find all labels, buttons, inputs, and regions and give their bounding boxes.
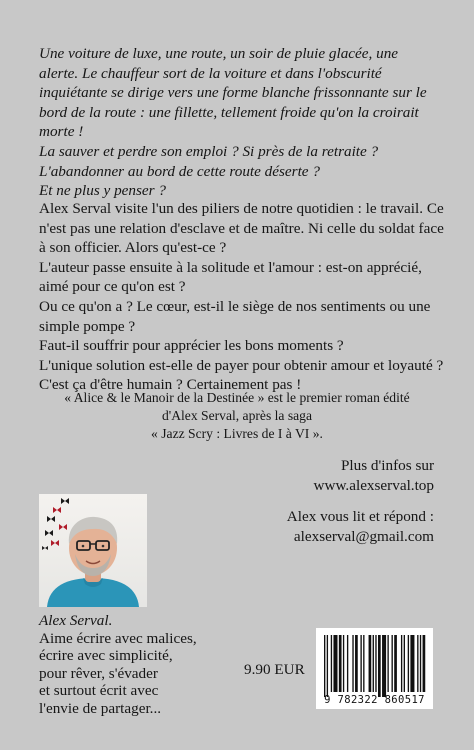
author-portrait-image — [39, 494, 147, 607]
barcode-bar — [392, 635, 393, 692]
barcode-bar — [327, 635, 328, 697]
blurb-paragraph: Une voiture de luxe, une route, un soir de pluie glacée, une alerte. Le chauffeur sort de la voiture et dans l'obscurité inquiétante se dirige vers une forme blanche frissonnante sur le bord de la route : une fillette, tellement froide qu'on la croirait morte ! — [39, 45, 427, 141]
barcode-bar — [423, 635, 426, 692]
barcode-bar — [404, 635, 405, 692]
barcode-bar — [420, 635, 421, 692]
description-paragraph: Faut-il souffrir pour apprécier les bons moments ? — [39, 337, 344, 355]
bio-line: et surtout écrit avec — [39, 682, 159, 700]
barcode-bar — [375, 635, 376, 692]
bio-line: l'envie de partager... — [39, 699, 162, 717]
first-novel-note — [30, 389, 444, 443]
barcode-bar — [401, 635, 402, 692]
barcode-bar — [408, 635, 409, 692]
first-novel-line: « Alice & le Manoir de la Destinée » est le premier roman édité — [64, 390, 410, 405]
barcode-bar — [394, 635, 397, 692]
blurb-question: L'abandonner au bord de cette route déserte ? — [39, 162, 320, 180]
contact-email[interactable]: alexserval@gmail.com — [293, 527, 434, 545]
description-paragraph: L'auteur passe ensuite à la solitude et l'amour : est-on apprécié, aimé pour ce qu'on est ? — [39, 258, 422, 296]
price-label: 9.90 EUR — [244, 661, 305, 678]
barcode-bar — [382, 635, 386, 697]
barcode-bar — [324, 635, 325, 697]
book-description — [39, 199, 449, 395]
bio-line: pour rêver, s'évader — [39, 664, 158, 682]
author-photo — [39, 494, 147, 607]
bio-line: Aime écrire avec malices, — [39, 629, 197, 647]
barcode-bar — [360, 635, 361, 692]
barcode-digits: 9 782322 860517 — [324, 694, 425, 706]
barcode-bar — [410, 635, 414, 692]
description-paragraph: Ou ce qu'on a ? Le cœur, est-il le siège de nos sentiments ou une simple pompe ? — [39, 297, 431, 335]
first-novel-line: d'Alex Serval, après la saga — [161, 408, 313, 423]
barcode-bar — [352, 635, 353, 692]
contact-block — [194, 507, 434, 546]
description-paragraph: Alex Serval visite l'un des piliers de notre quotidien : le travail. Ce n'est pas une relation d'esclave et de maître. Ni celle du soldat face à son officier. Alors qu'est-ce ? — [39, 200, 444, 257]
back-cover-blurb — [39, 44, 439, 201]
website-label: Plus d'infos sur — [340, 457, 434, 474]
barcode-bar — [417, 635, 418, 692]
barcode-bar — [363, 635, 364, 692]
author-bio — [39, 612, 239, 718]
butterflies-decoration — [42, 498, 69, 550]
barcode-bar — [331, 635, 332, 692]
description-paragraph: L'unique solution est-elle de payer pour obtenir amour et loyauté ? C'est ça d'être humain ? Certainement pas ! — [39, 356, 444, 394]
barcode-bar — [343, 635, 344, 692]
contact-label: Alex vous lit et répond : — [286, 508, 434, 525]
barcode-bar — [333, 635, 337, 692]
blurb-question: Et ne plus y penser ? — [39, 182, 166, 200]
website-url[interactable]: www.alexserval.top — [313, 476, 434, 494]
barcode-bar — [378, 635, 381, 697]
barcode-bar — [347, 635, 348, 692]
blurb-question: La sauver et perdre son emploi ? Si près de la retraite ? — [39, 142, 379, 160]
barcode-bar — [387, 635, 388, 692]
barcode-bar — [355, 635, 358, 692]
first-novel-line: « Jazz Scry : Livres de I à VI ». — [151, 426, 323, 441]
barcode-bar — [373, 635, 374, 692]
barcode-bar — [369, 635, 372, 692]
isbn-barcode — [316, 628, 433, 709]
bio-line: écrire avec simplicité, — [39, 647, 173, 665]
website-block — [194, 456, 434, 495]
barcode-bar — [339, 635, 342, 692]
author-name: Alex Serval. — [39, 612, 113, 629]
